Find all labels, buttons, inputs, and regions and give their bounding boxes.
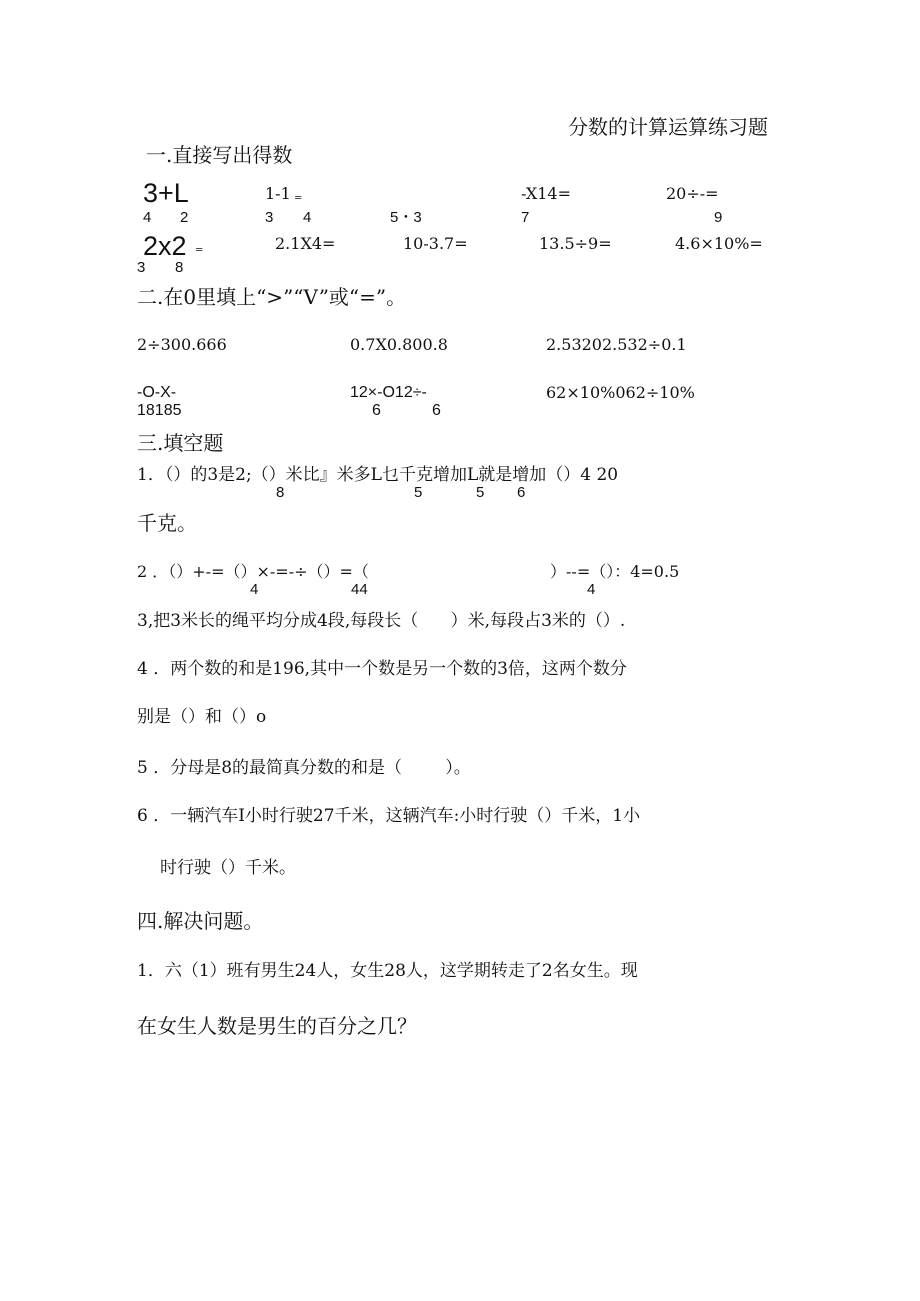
s2-r1-b: 0.7X0.800.8 — [350, 335, 448, 354]
section1-heading: 一.直接写出得数 — [146, 143, 293, 167]
s3-q3: 3,把3米长的绳平均分成4段,每段长（ ）米,每段占3米的（）. — [137, 611, 626, 631]
s3-q2-a: 2 ．（）+-=（）×-=-÷（）=（ — [137, 562, 369, 581]
s3-q2-sub3: 4 — [587, 581, 596, 598]
s1-r2-b: 10-3.7= — [403, 234, 468, 253]
s1-r1-big: 3+L — [143, 178, 189, 208]
s1-r1-c-sub: 7 — [521, 209, 530, 226]
s1-r1-a-sub2: 4 — [303, 209, 312, 226]
s1-r2-sub1: 3 — [137, 259, 146, 276]
page-title: 分数的计算运算练习题 — [568, 115, 768, 139]
s2-r2-b-sub2: 6 — [432, 402, 441, 419]
s1-r2-big: 2x2 — [143, 231, 187, 261]
s3-q1-sub4: 6 — [517, 484, 526, 501]
s2-r2-c: 62×10%062÷10% — [546, 383, 695, 402]
s3-q1-sub3: 5 — [476, 484, 485, 501]
s2-r1-a: 2÷300.666 — [137, 335, 227, 354]
s1-r2-d: 4.6×10%= — [675, 234, 763, 253]
s1-r1-a: 1-1 — [265, 184, 291, 203]
s1-r2-sub2: 8 — [175, 259, 184, 276]
s1-r1-sub1: 4 — [143, 209, 152, 226]
s3-q1-sub1: 8 — [276, 484, 285, 501]
section2-heading: 二.在0里填上“>”“V”或“=”。 — [137, 285, 407, 309]
s3-q1-sub2: 5 — [414, 484, 423, 501]
s3-q2-sub1: 4 — [250, 581, 259, 598]
s3-q6-cont: 时行驶（）千米。 — [160, 858, 296, 878]
s1-r1-b: 5・3 — [390, 209, 422, 226]
s3-q1-cont: 千克。 — [137, 511, 197, 535]
s2-r2-a: -O-X- — [137, 384, 177, 401]
s1-r1-d: 20÷-= — [666, 184, 719, 203]
s1-r1-d-sub: 9 — [714, 209, 723, 226]
s2-r2-a-sub: 18185 — [137, 402, 182, 419]
s3-q5: 5 ．分母是8的最简真分数的和是（ ）。 — [137, 758, 471, 778]
s1-r1-sub2: 2 — [180, 209, 189, 226]
s2-r2-b-sub1: 6 — [372, 402, 381, 419]
s2-r1-c: 2.53202.532÷0.1 — [546, 335, 687, 354]
s4-q1-cont: 在女生人数是男生的百分之几？ — [137, 1014, 417, 1038]
section4-heading: 四.解决问题。 — [137, 909, 264, 933]
s1-r2-c: 13.5÷9= — [539, 234, 612, 253]
s3-q2-sub2: 44 — [351, 581, 368, 598]
s3-q1: 1．（）的3是2;（）米比』米多L乜千克增加L就是增加（）4 20 — [137, 465, 619, 485]
s1-r2-a: 2.1X4= — [275, 234, 336, 253]
s1-r1-a-eq: = — [294, 193, 303, 204]
s1-r1-a-sub1: 3 — [265, 209, 274, 226]
s3-q2-b: ）--=（）：4=0.5 — [550, 562, 680, 581]
s3-q6: 6 ．一辆汽车I小时行驶27千米，这辆汽车:小时行驶（）千米，1小 — [137, 806, 641, 826]
section3-heading: 三.填空题 — [137, 431, 224, 455]
s2-r2-b: 12×-O12÷- — [350, 384, 427, 401]
s3-q4-cont: 别是（）和（）o — [137, 707, 267, 727]
s1-r1-c: -X14= — [521, 184, 571, 203]
s4-q1: 1．六（1）班有男生24人，女生28人，这学期转走了2名女生。现 — [137, 961, 638, 981]
s1-r2-big-eq: = — [195, 245, 204, 256]
s3-q4: 4 ．两个数的和是196,其中一个数是另一个数的3倍，这两个数分 — [137, 659, 627, 679]
